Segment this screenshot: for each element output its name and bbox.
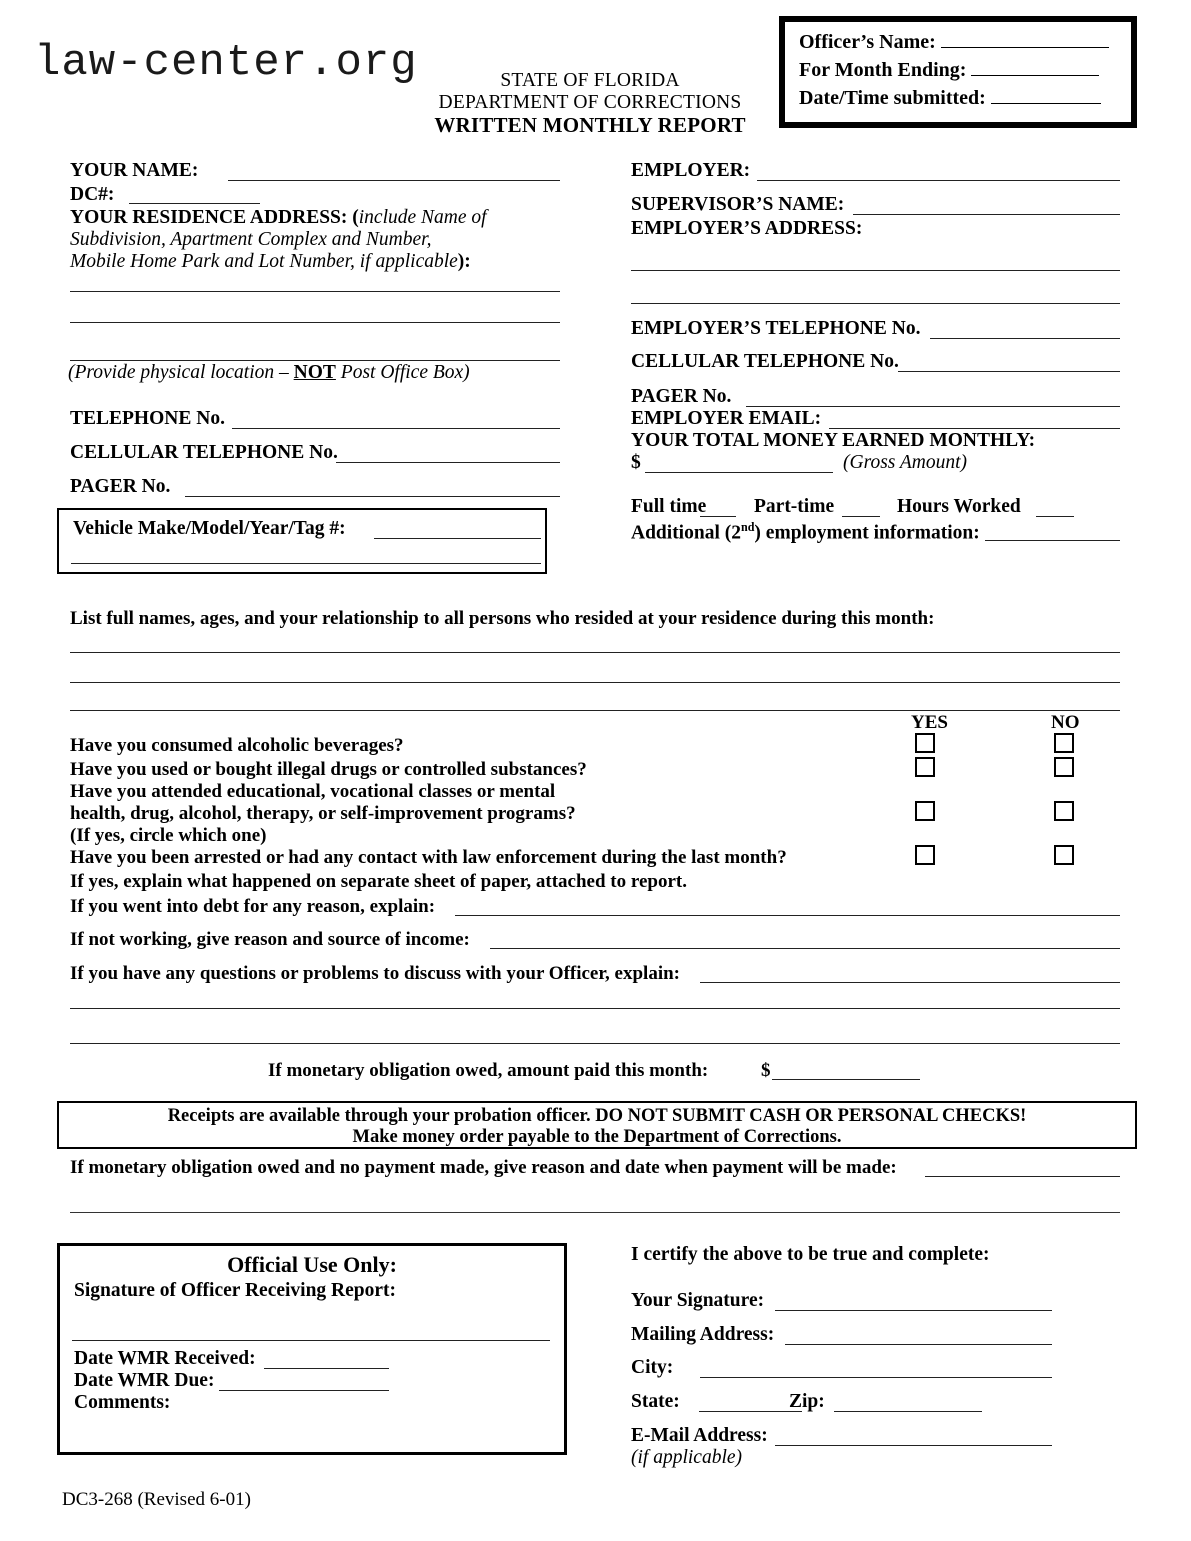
official-use-title: Official Use Only: — [227, 1252, 397, 1277]
email-address-label: E-Mail Address: — [631, 1425, 768, 1446]
email-address-input[interactable] — [775, 1445, 1052, 1446]
residents-line-2[interactable] — [70, 682, 1120, 683]
cellular-telephone-input[interactable] — [336, 462, 560, 463]
total-money-dollar-sign: $ — [631, 452, 641, 473]
pager-label: PAGER No. — [70, 476, 171, 497]
mailing-address-input[interactable] — [785, 1344, 1052, 1345]
receipt-notice-line-2: Make money order payable to the Department of Corrections. — [352, 1127, 842, 1147]
supervisor-name-input[interactable] — [853, 214, 1120, 215]
debt-explanation-input[interactable] — [455, 915, 1120, 916]
your-signature-label: Your Signature: — [631, 1290, 765, 1311]
agency-heading — [410, 70, 770, 137]
officer-signature-input[interactable] — [72, 1340, 550, 1341]
question-1-no-checkbox[interactable] — [1054, 733, 1074, 753]
employer-pager-input[interactable] — [746, 406, 1120, 407]
residence-hint-line3-row — [70, 251, 471, 273]
residence-address-line-3[interactable] — [70, 360, 560, 361]
not-working-input[interactable] — [490, 948, 1120, 949]
amount-paid-label: If monetary obligation owed, amount paid this month: — [268, 1060, 709, 1081]
amount-paid-dollar-sign: $ — [761, 1060, 771, 1081]
officer-info-box — [779, 16, 1137, 128]
month-ending-label: For Month Ending: — [799, 59, 967, 81]
officer-questions-line-3[interactable] — [70, 1043, 1120, 1044]
hours-worked-input[interactable] — [1036, 516, 1074, 517]
date-time-input[interactable] — [991, 103, 1101, 104]
residence-hint-close: ): — [457, 251, 471, 272]
no-column-header: NO — [1051, 712, 1080, 733]
residence-address-line-2[interactable] — [70, 322, 560, 323]
physical-location-note — [68, 362, 470, 384]
no-payment-label: If monetary obligation owed and no payment made, give reason and date when payment will be made: — [70, 1157, 897, 1178]
zip-input[interactable] — [834, 1411, 982, 1412]
employer-address-line-1[interactable] — [631, 270, 1120, 271]
date-time-row — [799, 87, 1101, 110]
officer-name-label: Officer’s Name: — [799, 31, 936, 53]
receipt-notice-box — [57, 1101, 1137, 1149]
agency-department: DEPARTMENT OF CORRECTIONS — [438, 91, 742, 113]
full-time-input[interactable] — [700, 516, 736, 517]
officer-name-input[interactable] — [941, 47, 1109, 48]
month-ending-input[interactable] — [971, 75, 1099, 76]
question-1-text: Have you consumed alcoholic beverages? — [70, 735, 404, 756]
residents-prompt: List full names, ages, and your relationship to all persons who resided at your residence during this month: — [70, 608, 935, 629]
question-2-no-checkbox[interactable] — [1054, 757, 1074, 777]
part-time-label: Part-time — [754, 496, 835, 517]
not-working-label: If not working, give reason and source of income: — [70, 929, 470, 950]
your-signature-input[interactable] — [775, 1310, 1052, 1311]
month-ending-row — [799, 59, 1099, 82]
no-payment-line-2[interactable] — [70, 1212, 1120, 1213]
your-name-input[interactable] — [228, 180, 560, 181]
residence-address-line-1[interactable] — [70, 291, 560, 292]
residence-hint-open: ( — [352, 207, 359, 228]
residence-hint-line3: Mobile Home Park and Lot Number, if applicable — [70, 251, 458, 272]
residence-hint-line2: Subdivision, Apartment Complex and Number, — [70, 229, 432, 250]
vehicle-info-box — [57, 508, 547, 574]
gross-amount-note: (Gross Amount) — [843, 452, 968, 473]
pager-input[interactable] — [185, 496, 560, 497]
additional-employment-label — [631, 520, 980, 545]
debt-explanation-label: If you went into debt for any reason, explain: — [70, 896, 436, 917]
city-input[interactable] — [700, 1377, 1052, 1378]
physical-location-not-emphasis: NOT — [293, 362, 336, 383]
date-wmr-due-input[interactable] — [219, 1390, 389, 1391]
receipt-notice-line-1: Receipts are available through your probation officer. DO NOT SUBMIT CASH OR PERSONAL CHECKS! — [167, 1106, 1027, 1126]
yes-column-header: YES — [911, 712, 948, 733]
agency-state: STATE OF FLORIDA — [500, 70, 680, 91]
official-use-box — [57, 1243, 567, 1455]
question-2-yes-checkbox[interactable] — [915, 757, 935, 777]
your-name-label: YOUR NAME: — [70, 160, 199, 181]
telephone-input[interactable] — [232, 428, 560, 429]
physical-location-note-pre: (Provide physical location – — [68, 362, 294, 383]
residence-hint-line1: include Name of — [358, 207, 487, 228]
employer-telephone-label: EMPLOYER’S TELEPHONE No. — [631, 318, 921, 339]
telephone-label: TELEPHONE No. — [70, 408, 225, 429]
officer-questions-label: If you have any questions or problems to discuss with your Officer, explain: — [70, 963, 681, 984]
question-2-text: Have you used or bought illegal drugs or controlled substances? — [70, 759, 587, 780]
cellular-telephone-label: CELLULAR TELEPHONE No. — [70, 442, 338, 463]
additional-employment-pre: Additional (2 — [631, 522, 741, 544]
officer-name-row — [799, 31, 1109, 54]
comments-label: Comments: — [74, 1392, 171, 1413]
question-4-no-checkbox[interactable] — [1054, 845, 1074, 865]
date-time-label: Date/Time submitted: — [799, 87, 986, 109]
no-payment-input[interactable] — [925, 1176, 1120, 1177]
supervisor-name-label: SUPERVISOR’S NAME: — [631, 194, 845, 215]
officer-questions-input[interactable] — [700, 982, 1120, 983]
email-address-note: (if applicable) — [631, 1447, 743, 1468]
employer-email-label: EMPLOYER EMAIL: — [631, 408, 822, 429]
officer-questions-line-2[interactable] — [70, 1008, 1120, 1009]
date-wmr-received-input[interactable] — [264, 1368, 389, 1369]
additional-employment-ordinal: nd — [740, 520, 755, 534]
question-3-text-line1: Have you attended educational, vocational classes or mental — [70, 781, 556, 802]
form-number-footer: DC3-268 (Revised 6-01) — [62, 1489, 251, 1510]
additional-employment-post: ) employment information: — [754, 522, 980, 544]
employer-cellular-label: CELLULAR TELEPHONE No. — [631, 351, 899, 372]
full-time-label: Full time — [631, 496, 707, 517]
employer-input[interactable] — [757, 180, 1120, 181]
dc-number-input[interactable] — [129, 203, 260, 204]
employer-email-input[interactable] — [829, 428, 1120, 429]
question-3-yes-checkbox[interactable] — [915, 801, 935, 821]
vehicle-label: Vehicle Make/Model/Year/Tag #: — [73, 518, 346, 539]
employer-pager-label: PAGER No. — [631, 386, 732, 407]
question-3-no-checkbox[interactable] — [1054, 801, 1074, 821]
city-label: City: — [631, 1357, 674, 1378]
employer-address-line-2[interactable] — [631, 303, 1120, 304]
vehicle-input-line-2[interactable] — [71, 563, 541, 564]
physical-location-note-post: Post Office Box) — [335, 362, 470, 383]
state-input[interactable] — [699, 1411, 802, 1412]
dc-number-label: DC#: — [70, 184, 115, 205]
question-1-yes-checkbox[interactable] — [915, 733, 935, 753]
state-label: State: — [631, 1391, 680, 1412]
part-time-input[interactable] — [842, 516, 880, 517]
hours-worked-label: Hours Worked — [897, 496, 1021, 517]
question-4-note: If yes, explain what happened on separate sheet of paper, attached to report. — [70, 871, 687, 892]
question-4-yes-checkbox[interactable] — [915, 845, 935, 865]
form-title: WRITTEN MONTHLY REPORT — [434, 112, 746, 137]
vehicle-input-line-1[interactable] — [374, 538, 541, 539]
date-wmr-due-label: Date WMR Due: — [74, 1370, 215, 1391]
employer-address-label: EMPLOYER’S ADDRESS: — [631, 218, 863, 239]
amount-paid-input[interactable] — [772, 1079, 920, 1080]
employer-telephone-input[interactable] — [930, 338, 1120, 339]
question-3-text-line2: health, drug, alcohol, therapy, or self-improvement programs? — [70, 803, 576, 824]
employer-label: EMPLOYER: — [631, 160, 751, 181]
total-money-input[interactable] — [645, 472, 833, 473]
residence-address-label — [70, 207, 487, 229]
additional-employment-input[interactable] — [985, 540, 1120, 541]
total-money-label: YOUR TOTAL MONEY EARNED MONTHLY: — [631, 430, 1036, 451]
employer-cellular-input[interactable] — [898, 371, 1120, 372]
residents-line-1[interactable] — [70, 652, 1120, 653]
date-wmr-received-label: Date WMR Received: — [74, 1348, 256, 1369]
question-3-note: (If yes, circle which one) — [70, 825, 267, 846]
residents-line-3[interactable] — [70, 710, 1120, 711]
watermark-law-center: law-center.org — [34, 38, 418, 88]
officer-signature-label: Signature of Officer Receiving Report: — [74, 1280, 397, 1301]
residence-address-label-text: YOUR RESIDENCE ADDRESS: — [70, 207, 348, 228]
zip-label: Zip: — [789, 1391, 825, 1412]
question-4-text: Have you been arrested or had any contact with law enforcement during the last month? — [70, 847, 787, 868]
certification-heading: I certify the above to be true and complete: — [631, 1244, 990, 1265]
mailing-address-label: Mailing Address: — [631, 1324, 775, 1345]
